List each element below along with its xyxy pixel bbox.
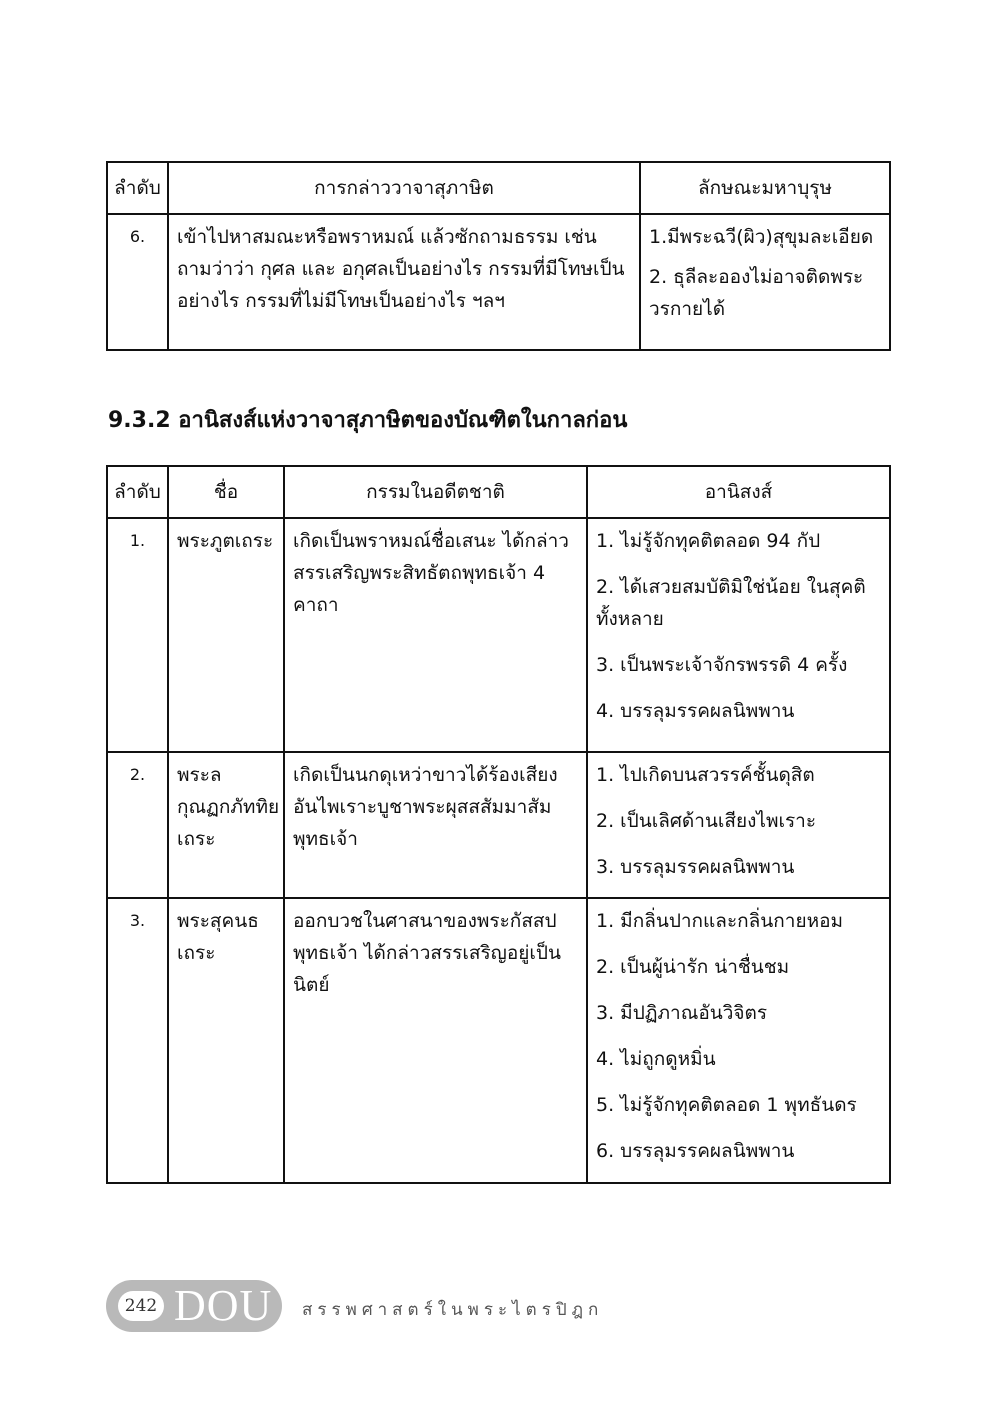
header-order: ลำดับ bbox=[107, 162, 168, 214]
footer-badge bbox=[106, 1280, 282, 1332]
benefit-item: 3. บรรลุมรรคผลนิพพาน bbox=[596, 856, 795, 878]
header-traits: ลักษณะมหาบุรุษ bbox=[640, 162, 890, 214]
table-header-row bbox=[107, 162, 890, 214]
table-header-row bbox=[107, 466, 890, 518]
header-order: ลำดับ bbox=[107, 466, 168, 518]
table-row bbox=[107, 752, 890, 898]
row-number: 6. bbox=[107, 214, 168, 350]
table-row bbox=[107, 214, 890, 350]
benefit-item: 4. บรรลุมรรคผลนิพพาน bbox=[596, 700, 795, 722]
monk-name-cell: พระภูตเถระ bbox=[168, 518, 284, 752]
monk-name-cell: พระลกุณฏกภัททิยเถระ bbox=[168, 752, 284, 898]
row-number: 2. bbox=[107, 752, 168, 898]
page-number: 242 bbox=[118, 1291, 164, 1321]
past-deed-cell: เกิดเป็นนกดุเหว่าขาวได้ร้องเสียงอันไพเราะบูชาพระผุสสสัมมาสัมพุทธเจ้า bbox=[284, 752, 587, 898]
benefit-item: 5. ไม่รู้จักทุคติตลอด 1 พุทธันดร bbox=[596, 1094, 857, 1116]
benefits-cell bbox=[587, 518, 890, 752]
row-number: 1. bbox=[107, 518, 168, 752]
monk-name-cell: พระสุคนธเถระ bbox=[168, 898, 284, 1183]
traits-cell bbox=[640, 214, 890, 350]
dou-logo: DOU bbox=[174, 1281, 273, 1330]
table-row bbox=[107, 898, 890, 1183]
past-deed-cell: เกิดเป็นพราหมณ์ชื่อเสนะ ได้กล่าวสรรเสริญพระสิทธัตถพุทธเจ้า 4 คาถา bbox=[284, 518, 587, 752]
row-number: 3. bbox=[107, 898, 168, 1183]
benefit-item: 2. ได้เสวยสมบัติมิใช่น้อย ในสุคติทั้งหลาย bbox=[596, 576, 866, 630]
speech-cell: เข้าไปหาสมณะหรือพราหมณ์ แล้วซักถามธรรม เช่น ถามว่าว่า กุศล และ อกุศลเป็นอย่างไร กรรมที่มีโทษเป็นอย่างไร กรรมที่ไม่มีโทษเป็นอย่างไร ฯลฯ bbox=[168, 214, 640, 350]
header-benefits: อานิสงส์ bbox=[587, 466, 890, 518]
benefit-item: 3. มีปฏิภาณอันวิจิตร bbox=[596, 1002, 768, 1024]
header-name: ชื่อ bbox=[168, 466, 284, 518]
benefits-cell bbox=[587, 752, 890, 898]
benefit-item: 2. เป็นเลิศด้านเสียงไพเราะ bbox=[596, 810, 817, 832]
book-title: สรรพศาสตร์ในพระไตรปิฎก bbox=[302, 1300, 604, 1320]
benefits-cell bbox=[587, 898, 890, 1183]
trait-item: 1.มีพระฉวี(ผิว)สุขุมละเอียด bbox=[649, 226, 874, 248]
section-heading: 9.3.2 อานิสงส์แห่งวาจาสุภาษิตของบัณฑิตในกาลก่อน bbox=[108, 408, 628, 433]
benefit-item: 2. เป็นผู้น่ารัก น่าชื่นชม bbox=[596, 956, 790, 978]
benefit-item: 1. ไม่รู้จักทุคติตลอด 94 กัป bbox=[596, 530, 821, 552]
benefit-item: 1. ไปเกิดบนสวรรค์ชั้นดุสิต bbox=[596, 764, 815, 786]
benefits-table bbox=[106, 465, 891, 1184]
benefit-item: 4. ไม่ถูกดูหมิ่น bbox=[596, 1048, 716, 1070]
header-past-deed: กรรมในอดีตชาติ bbox=[284, 466, 587, 518]
benefit-item: 3. เป็นพระเจ้าจักรพรรดิ 4 ครั้ง bbox=[596, 654, 848, 676]
virtuous-speech-table bbox=[106, 161, 891, 351]
past-deed-cell: ออกบวชในศาสนาของพระกัสสปพุทธเจ้า ได้กล่าวสรรเสริญอยู่เป็นนิตย์ bbox=[284, 898, 587, 1183]
benefit-item: 6. บรรลุมรรคผลนิพพาน bbox=[596, 1140, 795, 1162]
benefit-item: 1. มีกลิ่นปากและกลิ่นกายหอม bbox=[596, 910, 844, 932]
table-row bbox=[107, 518, 890, 752]
trait-item: 2. ธุลีละอองไม่อาจติดพระวรกายได้ bbox=[649, 266, 864, 320]
header-speech: การกล่าววาจาสุภาษิต bbox=[168, 162, 640, 214]
